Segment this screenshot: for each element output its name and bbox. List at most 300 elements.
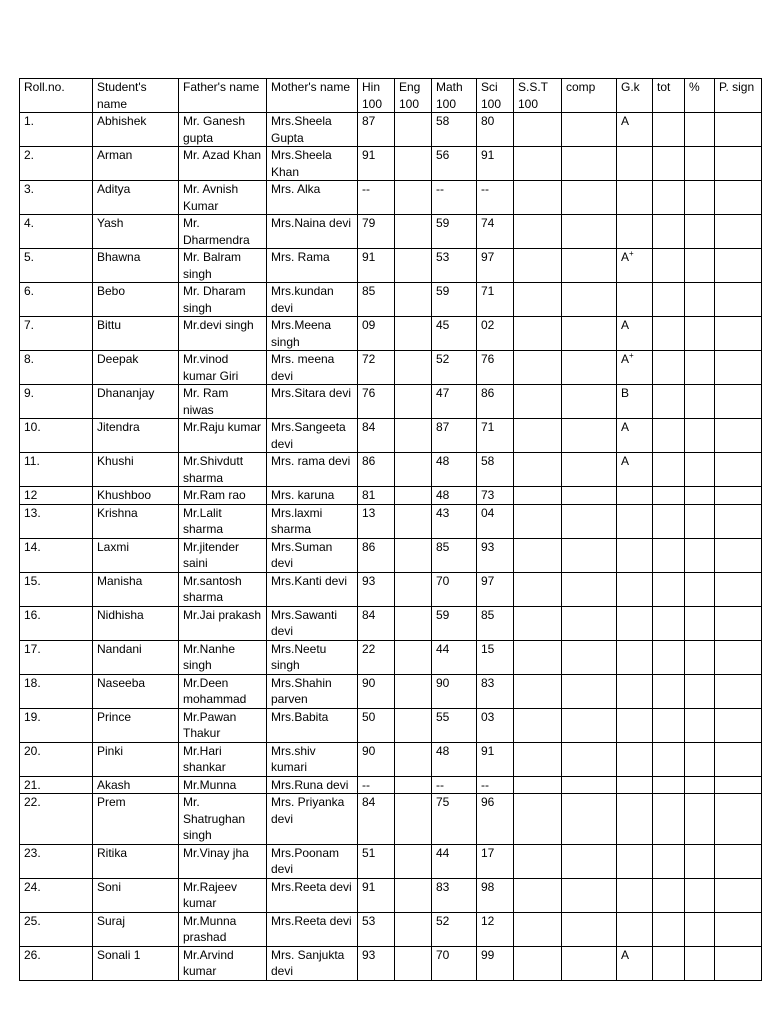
cell-gk — [617, 674, 653, 708]
cell-sst — [514, 181, 562, 215]
cell-gk — [617, 794, 653, 845]
cell-father: Mr.Ram rao — [179, 487, 267, 505]
cell-math: -- — [432, 776, 477, 794]
cell-sign — [715, 708, 762, 742]
cell-sign — [715, 674, 762, 708]
cell-sci: 17 — [477, 844, 514, 878]
cell-father: Mr. Shatrughan singh — [179, 794, 267, 845]
cell-tot — [653, 215, 685, 249]
cell-sst — [514, 351, 562, 385]
table-header-row — [20, 79, 762, 113]
cell-pct — [685, 283, 715, 317]
cell-mother: Mrs. rama devi — [267, 453, 358, 487]
cell-roll: 4. — [20, 215, 93, 249]
cell-sst — [514, 385, 562, 419]
cell-mother: Mrs.Sitara devi — [267, 385, 358, 419]
cell-pct — [685, 249, 715, 283]
cell-hin: 84 — [358, 794, 395, 845]
cell-student: Dhananjay — [93, 385, 179, 419]
cell-student: Khushboo — [93, 487, 179, 505]
cell-mother: Mrs.Reeta devi — [267, 878, 358, 912]
cell-pct — [685, 113, 715, 147]
cell-student: Deepak — [93, 351, 179, 385]
cell-mother: Mrs.Naina devi — [267, 215, 358, 249]
cell-sst — [514, 606, 562, 640]
cell-pct — [685, 708, 715, 742]
table-row — [20, 113, 762, 147]
cell-sst — [514, 504, 562, 538]
cell-hin: 81 — [358, 487, 395, 505]
cell-gk — [617, 776, 653, 794]
cell-sst — [514, 487, 562, 505]
cell-sst — [514, 317, 562, 351]
col-header-psign: P. sign — [715, 79, 762, 113]
cell-sign — [715, 504, 762, 538]
table-row — [20, 742, 762, 776]
table-row — [20, 181, 762, 215]
cell-tot — [653, 504, 685, 538]
cell-mother: Mrs. Rama — [267, 249, 358, 283]
cell-sci: 58 — [477, 453, 514, 487]
cell-sign — [715, 572, 762, 606]
cell-eng — [395, 385, 432, 419]
cell-sst — [514, 572, 562, 606]
col-header-sst: S.S.T 100 — [514, 79, 562, 113]
cell-sign — [715, 912, 762, 946]
cell-tot — [653, 844, 685, 878]
cell-pct — [685, 912, 715, 946]
table-row — [20, 674, 762, 708]
cell-sci: 86 — [477, 385, 514, 419]
cell-sci: 91 — [477, 742, 514, 776]
col-header-math: Math 100 — [432, 79, 477, 113]
cell-father: Mr.Rajeev kumar — [179, 878, 267, 912]
cell-student: Bittu — [93, 317, 179, 351]
cell-pct — [685, 419, 715, 453]
cell-math: 44 — [432, 844, 477, 878]
cell-tot — [653, 946, 685, 980]
cell-roll: 22. — [20, 794, 93, 845]
cell-student: Nidhisha — [93, 606, 179, 640]
cell-father: Mr.Jai prakash — [179, 606, 267, 640]
table-row — [20, 215, 762, 249]
cell-student: Suraj — [93, 912, 179, 946]
table-row — [20, 249, 762, 283]
cell-roll: 24. — [20, 878, 93, 912]
cell-eng — [395, 606, 432, 640]
cell-father: Mr.jitender saini — [179, 538, 267, 572]
cell-gk — [617, 147, 653, 181]
cell-pct — [685, 572, 715, 606]
cell-sign — [715, 147, 762, 181]
cell-tot — [653, 419, 685, 453]
cell-sci: 80 — [477, 113, 514, 147]
cell-sci: 04 — [477, 504, 514, 538]
cell-math: 59 — [432, 606, 477, 640]
cell-sign — [715, 606, 762, 640]
cell-sci: 15 — [477, 640, 514, 674]
cell-gk — [617, 878, 653, 912]
table-row — [20, 538, 762, 572]
cell-comp — [562, 708, 617, 742]
cell-math: 83 — [432, 878, 477, 912]
cell-tot — [653, 606, 685, 640]
cell-math: 70 — [432, 946, 477, 980]
cell-student: Soni — [93, 878, 179, 912]
cell-sst — [514, 215, 562, 249]
cell-eng — [395, 147, 432, 181]
col-header-roll: Roll.no. — [20, 79, 93, 113]
cell-sign — [715, 844, 762, 878]
table-row — [20, 572, 762, 606]
cell-comp — [562, 487, 617, 505]
cell-math: 70 — [432, 572, 477, 606]
cell-hin: 79 — [358, 215, 395, 249]
cell-math: 75 — [432, 794, 477, 845]
cell-comp — [562, 844, 617, 878]
cell-tot — [653, 283, 685, 317]
cell-father: Mr. Balram singh — [179, 249, 267, 283]
cell-eng — [395, 249, 432, 283]
table-row — [20, 317, 762, 351]
table-row — [20, 504, 762, 538]
cell-pct — [685, 640, 715, 674]
cell-eng — [395, 113, 432, 147]
cell-mother: Mrs.laxmi sharma — [267, 504, 358, 538]
cell-tot — [653, 674, 685, 708]
cell-sign — [715, 487, 762, 505]
cell-eng — [395, 844, 432, 878]
cell-sst — [514, 419, 562, 453]
cell-pct — [685, 215, 715, 249]
cell-student: Jitendra — [93, 419, 179, 453]
cell-father: Mr. Avnish Kumar — [179, 181, 267, 215]
cell-math: 43 — [432, 504, 477, 538]
cell-eng — [395, 572, 432, 606]
cell-pct — [685, 606, 715, 640]
col-header-percent: % — [685, 79, 715, 113]
cell-pct — [685, 181, 715, 215]
cell-pct — [685, 742, 715, 776]
cell-hin: 13 — [358, 504, 395, 538]
cell-father: Mr.Arvind kumar — [179, 946, 267, 980]
cell-sst — [514, 912, 562, 946]
cell-pct — [685, 385, 715, 419]
cell-sst — [514, 283, 562, 317]
cell-tot — [653, 640, 685, 674]
cell-tot — [653, 776, 685, 794]
cell-pct — [685, 147, 715, 181]
cell-sst — [514, 113, 562, 147]
cell-father: Mr.Shivdutt sharma — [179, 453, 267, 487]
cell-pct — [685, 504, 715, 538]
cell-roll: 6. — [20, 283, 93, 317]
cell-hin: 86 — [358, 538, 395, 572]
cell-tot — [653, 708, 685, 742]
cell-hin: -- — [358, 776, 395, 794]
cell-sign — [715, 640, 762, 674]
cell-student: Sonali 1 — [93, 946, 179, 980]
cell-student: Khushi — [93, 453, 179, 487]
cell-comp — [562, 742, 617, 776]
cell-pct — [685, 487, 715, 505]
cell-roll: 14. — [20, 538, 93, 572]
cell-eng — [395, 776, 432, 794]
cell-sci: 02 — [477, 317, 514, 351]
cell-comp — [562, 640, 617, 674]
cell-tot — [653, 181, 685, 215]
table-row — [20, 283, 762, 317]
col-header-father: Father's name — [179, 79, 267, 113]
cell-roll: 12 — [20, 487, 93, 505]
cell-father: Mr. Dharam singh — [179, 283, 267, 317]
cell-sci: 12 — [477, 912, 514, 946]
cell-tot — [653, 385, 685, 419]
cell-math: 48 — [432, 742, 477, 776]
cell-student: Laxmi — [93, 538, 179, 572]
cell-comp — [562, 504, 617, 538]
cell-mother: Mrs.Sheela Gupta — [267, 113, 358, 147]
cell-father: Mr. Dharmendra — [179, 215, 267, 249]
cell-mother: Mrs.Meena singh — [267, 317, 358, 351]
cell-roll: 18. — [20, 674, 93, 708]
table-row — [20, 487, 762, 505]
cell-gk: A+ — [617, 249, 653, 283]
cell-pct — [685, 776, 715, 794]
cell-hin: 22 — [358, 640, 395, 674]
col-header-eng: Eng 100 — [395, 79, 432, 113]
cell-eng — [395, 640, 432, 674]
cell-sci: 71 — [477, 283, 514, 317]
cell-gk — [617, 215, 653, 249]
cell-sign — [715, 215, 762, 249]
cell-roll: 20. — [20, 742, 93, 776]
cell-gk: A+ — [617, 351, 653, 385]
cell-tot — [653, 487, 685, 505]
cell-student: Aditya — [93, 181, 179, 215]
cell-gk: A — [617, 946, 653, 980]
col-header-tot: tot — [653, 79, 685, 113]
cell-sign — [715, 878, 762, 912]
table-row — [20, 878, 762, 912]
cell-comp — [562, 317, 617, 351]
cell-sst — [514, 147, 562, 181]
cell-hin: 90 — [358, 674, 395, 708]
cell-student: Bhawna — [93, 249, 179, 283]
cell-tot — [653, 538, 685, 572]
cell-eng — [395, 487, 432, 505]
marks-register-sheet — [19, 78, 761, 981]
cell-mother: Mrs.Suman devi — [267, 538, 358, 572]
cell-mother: Mrs.Reeta devi — [267, 912, 358, 946]
col-header-gk: G.k — [617, 79, 653, 113]
cell-tot — [653, 317, 685, 351]
col-header-hin: Hin 100 — [358, 79, 395, 113]
cell-math: 52 — [432, 351, 477, 385]
cell-father: Mr.Vinay jha — [179, 844, 267, 878]
cell-father: Mr.vinod kumar Giri — [179, 351, 267, 385]
cell-roll: 11. — [20, 453, 93, 487]
cell-tot — [653, 453, 685, 487]
cell-sci: 71 — [477, 419, 514, 453]
cell-eng — [395, 708, 432, 742]
cell-sst — [514, 742, 562, 776]
cell-gk: A — [617, 453, 653, 487]
cell-gk: B — [617, 385, 653, 419]
cell-sign — [715, 742, 762, 776]
cell-hin: 09 — [358, 317, 395, 351]
cell-comp — [562, 946, 617, 980]
cell-hin: 84 — [358, 419, 395, 453]
table-row — [20, 385, 762, 419]
cell-tot — [653, 351, 685, 385]
table-row — [20, 453, 762, 487]
cell-hin: 91 — [358, 147, 395, 181]
cell-father: Mr.devi singh — [179, 317, 267, 351]
cell-sci: 99 — [477, 946, 514, 980]
cell-eng — [395, 283, 432, 317]
cell-mother: Mrs.Babita — [267, 708, 358, 742]
cell-mother: Mrs. meena devi — [267, 351, 358, 385]
cell-pct — [685, 844, 715, 878]
cell-father: Mr. Ram niwas — [179, 385, 267, 419]
cell-father: Mr.Deen mohammad — [179, 674, 267, 708]
cell-math: 55 — [432, 708, 477, 742]
cell-tot — [653, 742, 685, 776]
cell-math: 90 — [432, 674, 477, 708]
cell-comp — [562, 283, 617, 317]
cell-hin: 76 — [358, 385, 395, 419]
col-header-comp: comp — [562, 79, 617, 113]
cell-sci: 96 — [477, 794, 514, 845]
cell-sci: 98 — [477, 878, 514, 912]
cell-father: Mr. Azad Khan — [179, 147, 267, 181]
cell-math: 52 — [432, 912, 477, 946]
table-row — [20, 708, 762, 742]
cell-comp — [562, 419, 617, 453]
cell-sst — [514, 453, 562, 487]
cell-mother: Mrs.Shahin parven — [267, 674, 358, 708]
table-row — [20, 147, 762, 181]
col-header-mother: Mother's name — [267, 79, 358, 113]
cell-sign — [715, 946, 762, 980]
cell-eng — [395, 504, 432, 538]
cell-mother: Mrs.Sawanti devi — [267, 606, 358, 640]
cell-pct — [685, 317, 715, 351]
cell-math: 59 — [432, 283, 477, 317]
cell-eng — [395, 181, 432, 215]
table-row — [20, 640, 762, 674]
cell-tot — [653, 572, 685, 606]
cell-eng — [395, 215, 432, 249]
cell-sci: 03 — [477, 708, 514, 742]
cell-comp — [562, 215, 617, 249]
cell-mother: Mrs.kundan devi — [267, 283, 358, 317]
cell-eng — [395, 742, 432, 776]
cell-comp — [562, 606, 617, 640]
cell-tot — [653, 113, 685, 147]
cell-pct — [685, 794, 715, 845]
cell-math: 53 — [432, 249, 477, 283]
table-row — [20, 912, 762, 946]
cell-sst — [514, 640, 562, 674]
cell-math: 48 — [432, 487, 477, 505]
cell-sign — [715, 419, 762, 453]
cell-eng — [395, 912, 432, 946]
cell-mother: Mrs. Priyanka devi — [267, 794, 358, 845]
cell-roll: 13. — [20, 504, 93, 538]
cell-hin: 87 — [358, 113, 395, 147]
table-row — [20, 776, 762, 794]
cell-mother: Mrs. karuna — [267, 487, 358, 505]
cell-comp — [562, 113, 617, 147]
cell-sci: -- — [477, 776, 514, 794]
cell-comp — [562, 776, 617, 794]
cell-roll: 10. — [20, 419, 93, 453]
cell-math: -- — [432, 181, 477, 215]
cell-mother: Mrs.Poonam devi — [267, 844, 358, 878]
cell-sst — [514, 878, 562, 912]
cell-sci: 83 — [477, 674, 514, 708]
cell-comp — [562, 572, 617, 606]
cell-mother: Mrs. Alka — [267, 181, 358, 215]
cell-hin: 53 — [358, 912, 395, 946]
cell-comp — [562, 794, 617, 845]
cell-math: 47 — [432, 385, 477, 419]
cell-mother: Mrs.Runa devi — [267, 776, 358, 794]
cell-mother: Mrs.Kanti devi — [267, 572, 358, 606]
cell-gk — [617, 912, 653, 946]
cell-sst — [514, 674, 562, 708]
cell-comp — [562, 878, 617, 912]
cell-eng — [395, 419, 432, 453]
cell-sci: 76 — [477, 351, 514, 385]
table-row — [20, 606, 762, 640]
cell-math: 48 — [432, 453, 477, 487]
cell-hin: 50 — [358, 708, 395, 742]
cell-comp — [562, 181, 617, 215]
cell-pct — [685, 674, 715, 708]
cell-father: Mr.Nanhe singh — [179, 640, 267, 674]
cell-roll: 17. — [20, 640, 93, 674]
cell-gk — [617, 606, 653, 640]
cell-sci: 97 — [477, 572, 514, 606]
cell-sst — [514, 538, 562, 572]
cell-hin: 85 — [358, 283, 395, 317]
cell-father: Mr.Pawan Thakur — [179, 708, 267, 742]
cell-mother: Mrs.Sheela Khan — [267, 147, 358, 181]
table-row — [20, 844, 762, 878]
cell-pct — [685, 878, 715, 912]
cell-eng — [395, 351, 432, 385]
cell-eng — [395, 317, 432, 351]
cell-tot — [653, 912, 685, 946]
cell-tot — [653, 249, 685, 283]
cell-comp — [562, 249, 617, 283]
cell-sign — [715, 453, 762, 487]
marks-table — [19, 78, 762, 981]
cell-student: Manisha — [93, 572, 179, 606]
cell-student: Yash — [93, 215, 179, 249]
cell-tot — [653, 147, 685, 181]
cell-sign — [715, 249, 762, 283]
cell-student: Abhishek — [93, 113, 179, 147]
cell-comp — [562, 912, 617, 946]
cell-hin: 91 — [358, 249, 395, 283]
cell-mother: Mrs. Sanjukta devi — [267, 946, 358, 980]
cell-sst — [514, 946, 562, 980]
cell-gk — [617, 504, 653, 538]
